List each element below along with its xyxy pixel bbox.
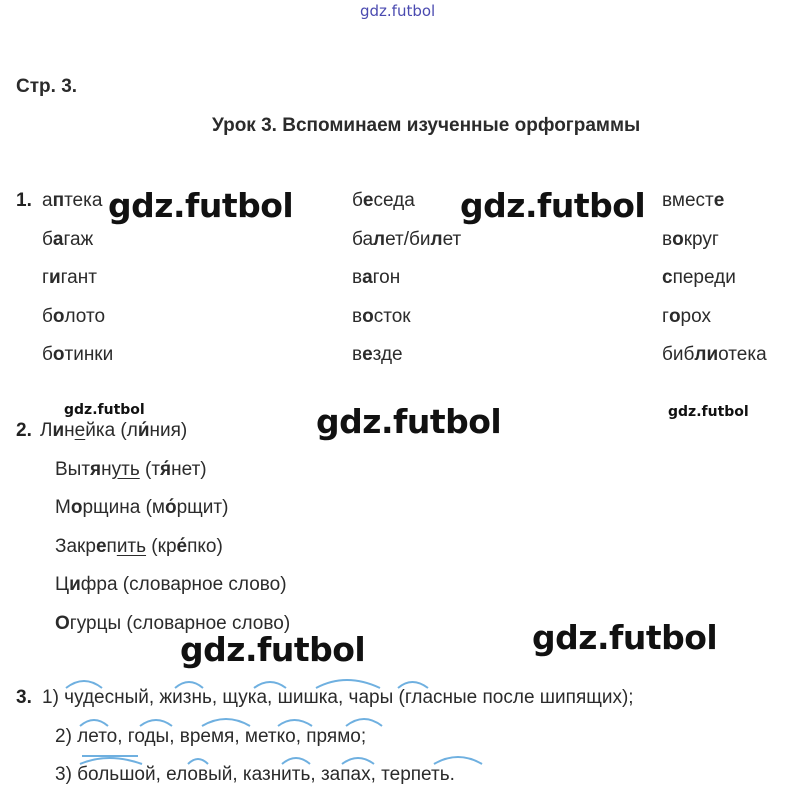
root-arc bbox=[346, 719, 382, 726]
exercise-1-word: везде bbox=[352, 344, 403, 365]
exercise-2-line: Линейка (ли́ния) bbox=[40, 420, 188, 441]
exercise-3-number: 3. bbox=[16, 687, 32, 708]
exercise-1-word: горох bbox=[662, 305, 711, 327]
exercise-1-word: спереди bbox=[662, 267, 736, 288]
root-arc bbox=[202, 719, 250, 726]
exercise-1-word: аптека bbox=[42, 190, 103, 211]
exercise-1-word: балет/билет bbox=[352, 228, 462, 250]
exercise-2-line: Морщина (мо́рщит) bbox=[55, 497, 229, 518]
exercise-1-word: вагон bbox=[352, 267, 401, 288]
exercise-1-word: беседа bbox=[352, 190, 415, 211]
watermark: gdz.futbol bbox=[64, 402, 145, 418]
exercise-1-word: вместе bbox=[662, 190, 725, 211]
exercise-1-word: вокруг bbox=[662, 228, 719, 250]
exercise-2-line: Цифра (словарное слово) bbox=[55, 574, 287, 595]
exercise-2-number: 2. bbox=[16, 420, 32, 441]
exercise-2-line: Огурцы (словарное слово) bbox=[55, 612, 291, 634]
watermark: gdz.futbol bbox=[316, 402, 502, 441]
exercise-1-word: ботинки bbox=[42, 344, 114, 365]
lesson-title: Урок 3. Вспоминаем изученные орфограммы bbox=[212, 115, 641, 136]
watermark: gdz.futbol bbox=[180, 630, 366, 669]
exercise-1-word: болото bbox=[42, 305, 106, 327]
watermark: gdz.futbol bbox=[108, 186, 294, 225]
exercise-3-line-1: 1) чудесный, жизнь, щука, шишка, чары (гласные после шипящих); bbox=[42, 687, 634, 708]
watermark: gdz.futbol bbox=[668, 404, 749, 420]
page-label: Стр. 3. bbox=[16, 76, 78, 97]
root-arc bbox=[434, 757, 482, 764]
exercise-2-line: Закрепить (кре́пко) bbox=[55, 535, 223, 557]
watermark: gdz.futbol bbox=[460, 186, 646, 225]
exercise-1-word: восток bbox=[352, 305, 411, 327]
exercise-1-number: 1. bbox=[16, 190, 32, 211]
exercise-1-word: гигант bbox=[42, 267, 97, 288]
exercise-1-word: багаж bbox=[42, 228, 94, 250]
watermark: gdz.futbol bbox=[532, 618, 718, 657]
exercise-2-line: Вытянуть (тя́нет) bbox=[55, 458, 207, 480]
exercise-1-word: библиотека bbox=[662, 344, 767, 365]
exercise-3-line-2: 2) лето, годы, время, метко, прямо; bbox=[55, 726, 367, 747]
exercise-3-line-3: 3) большой, еловый, казнить, запах, терпеть. bbox=[55, 764, 455, 785]
top-watermark: gdz.futbol bbox=[360, 2, 436, 20]
